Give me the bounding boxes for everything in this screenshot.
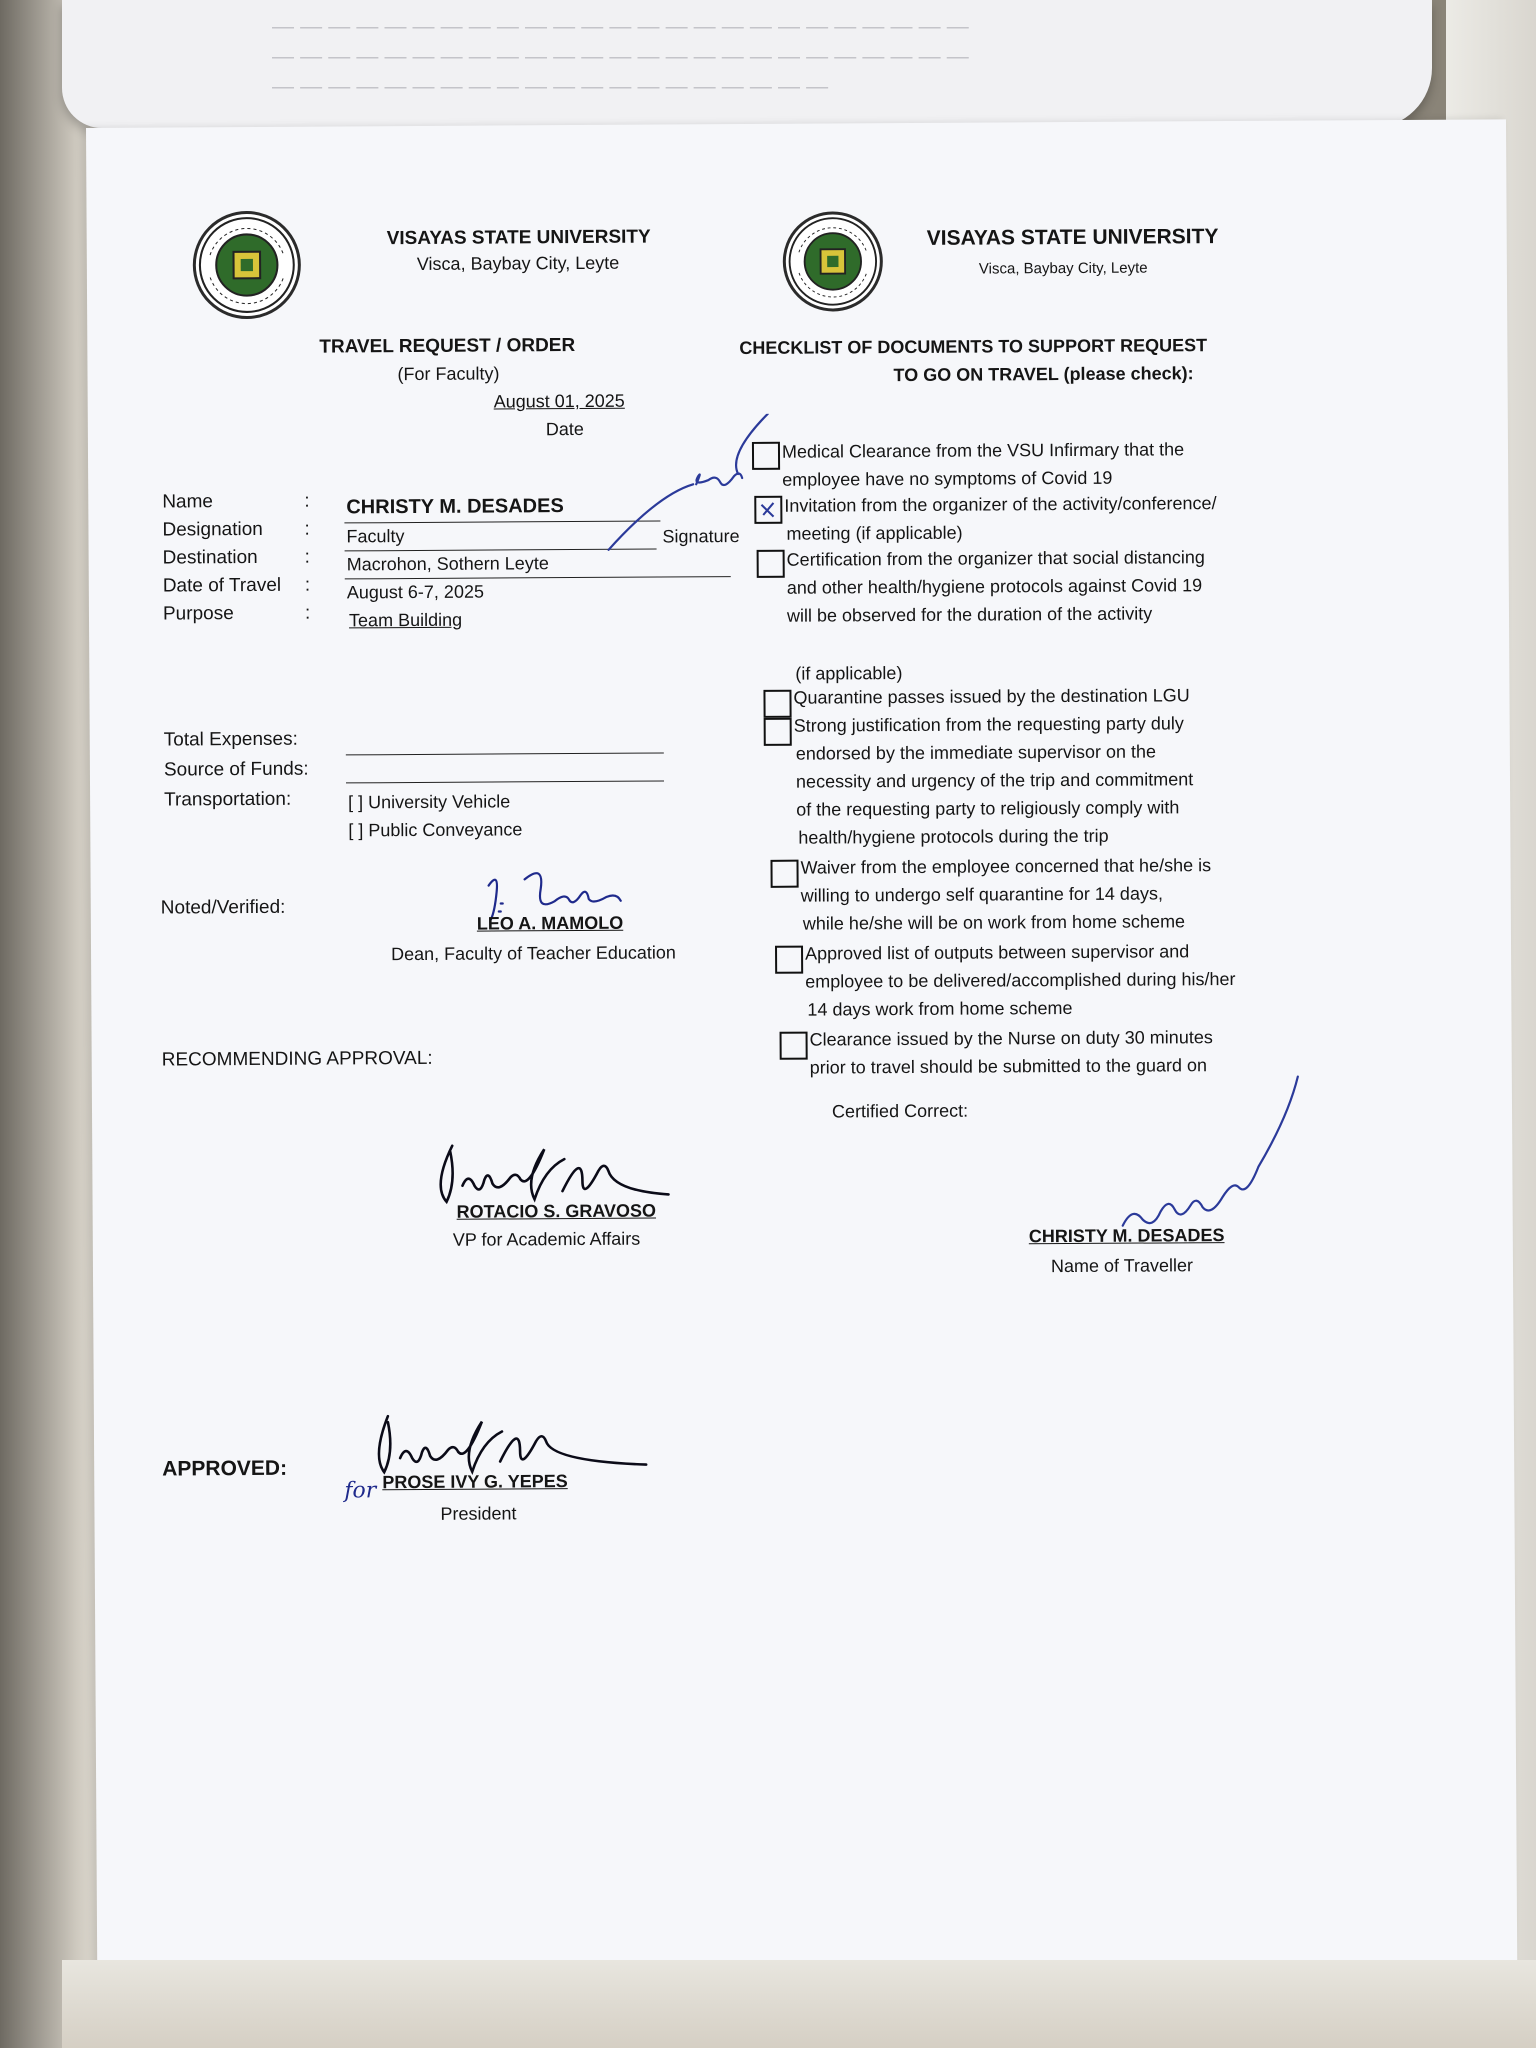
request-date-value: August 01, 2025 [493, 390, 625, 412]
checkbox-nurse-clearance[interactable] [780, 1032, 808, 1060]
checkbox-medical-clearance[interactable] [752, 442, 780, 470]
value-designation: Faculty [346, 526, 405, 547]
form-subtitle: (For Faculty) [397, 363, 500, 385]
checklist-text: employee to be delivered/accomplished during his/her [805, 968, 1236, 992]
colon: : [304, 518, 310, 540]
label-name: Name [162, 491, 214, 513]
traveller-label: Name of Traveller [1050, 1255, 1194, 1277]
option-public-conveyance[interactable]: [ ] Public Conveyance [348, 819, 523, 841]
label-purpose: Purpose [162, 603, 234, 625]
certified-correct-label: Certified Correct: [831, 1100, 969, 1122]
value-date-of-travel: August 6-7, 2025 [346, 581, 485, 603]
checklist-text: 14 days work from home scheme [807, 997, 1073, 1020]
checklist-text: and other health/hygiene protocols against Covid 19 [786, 575, 1203, 598]
total-expenses-label: Total Expenses: [163, 728, 298, 751]
noted-verified-label: Noted/Verified: [160, 896, 286, 919]
colon: : [304, 490, 310, 512]
checklist-subtitle: TO GO ON TRAVEL (please check): [893, 363, 1194, 386]
checklist-title: CHECKLIST OF DOCUMENTS TO SUPPORT REQUEST [739, 335, 1208, 359]
university-seal-right-icon [783, 211, 884, 312]
president-name: PROSE IVY G. YEPES [382, 1471, 568, 1493]
checklist-text: Approved list of outputs between supervisor and [804, 941, 1190, 964]
value-purpose: Team Building [348, 609, 463, 631]
checklist-text: prior to travel should be submitted to the guard on [809, 1055, 1208, 1078]
checklist-text: employee have no symptoms of Covid 19 [782, 467, 1113, 490]
checkbox-quarantine-passes[interactable] [763, 690, 791, 718]
colon: : [304, 546, 310, 568]
transportation-label: Transportation: [164, 788, 292, 811]
traveller-name: CHRISTY M. DESADES [1028, 1225, 1225, 1247]
checkbox-invitation[interactable] [754, 496, 782, 524]
option-university-vehicle[interactable]: [ ] University Vehicle [348, 791, 511, 813]
label-designation: Designation [162, 518, 263, 541]
approved-label: APPROVED: [162, 1456, 288, 1481]
checkbox-strong-justification[interactable] [764, 718, 792, 746]
checklist-text: Medical Clearance from the VSU Infirmary that the [781, 439, 1185, 462]
checkbox-waiver[interactable] [770, 860, 798, 888]
source-of-funds-label: Source of Funds: [163, 758, 309, 781]
checkmark-icon [756, 498, 780, 522]
total-expenses-line [346, 752, 664, 755]
checkbox-approved-outputs[interactable] [775, 946, 803, 974]
value-name: CHRISTY M. DESADES [346, 495, 564, 519]
vp-name: ROTACIO S. GRAVOSO [456, 1200, 657, 1222]
previous-page-fold [62, 0, 1432, 128]
dean-title: Dean, Faculty of Teacher Education [390, 942, 676, 965]
checklist-text: (if applicable) [795, 663, 903, 684]
recommending-approval-label: RECOMMENDING APPROVAL: [161, 1047, 433, 1071]
checklist-text: of the requesting party to religiously comply with [796, 797, 1180, 820]
checklist-text: Strong justification from the requesting party duly [793, 713, 1184, 736]
travel-request-form [86, 119, 1518, 2048]
university-name-left: VISAYAS STATE UNIVERSITY [386, 226, 651, 250]
checklist-text: while he/she will be on work from home scheme [802, 911, 1186, 934]
president-for-prefix: for [344, 1478, 377, 1504]
checklist-text: Waiver from the employee concerned that he/she is [800, 855, 1212, 878]
colon: : [304, 574, 311, 596]
value-destination: Macrohon, Sothern Leyte [346, 553, 549, 575]
desk-background-bottom [62, 1960, 1536, 2048]
checklist-text: Invitation from the organizer of the activity/conference/ [784, 493, 1217, 516]
checklist-text: endorsed by the immediate supervisor on the [795, 741, 1157, 764]
checklist-text: willing to undergo self quarantine for 14 days, [800, 883, 1163, 906]
label-date-of-travel: Date of Travel [162, 574, 282, 597]
checklist-text: health/hygiene protocols during the trip [798, 825, 1109, 848]
checklist-text: necessity and urgency of the trip and commitment [795, 769, 1194, 792]
destination-underline [345, 576, 731, 579]
signature-label: Signature [662, 526, 740, 547]
university-address-right: Visca, Baybay City, Leyte [978, 259, 1148, 278]
form-title: TRAVEL REQUEST / ORDER [319, 335, 576, 358]
checklist-text: will be observed for the duration of the activity [786, 603, 1153, 626]
colon: : [304, 602, 311, 624]
traveller-signature-icon [1092, 1074, 1333, 1235]
university-name-right: VISAYAS STATE UNIVERSITY [926, 225, 1219, 250]
bleed-through-text: — — — — — — — — — — — — — — — — — — — — — — — — — — — — — — — — — — — — — — — — — — — — — — — — — — — — — — — — — — — — — — — — — — — — — — [272, 17, 969, 102]
president-title: President [440, 1503, 517, 1524]
checkbox-certification[interactable] [757, 550, 785, 578]
dean-name: LEO A. MAMOLO [476, 912, 624, 934]
checklist-text: meeting (if applicable) [786, 522, 963, 544]
checklist-text: Clearance issued by the Nurse on duty 30 minutes [809, 1027, 1213, 1050]
checklist-text: Quarantine passes issued by the destination LGU [793, 685, 1190, 708]
request-date-label: Date [545, 418, 584, 440]
vp-title: VP for Academic Affairs [452, 1228, 641, 1250]
label-destination: Destination [162, 546, 258, 569]
applicant-signature-icon [598, 414, 779, 565]
checklist-text: Certification from the organizer that social distancing [786, 547, 1205, 570]
university-address-left: Visca, Baybay City, Leyte [416, 252, 620, 274]
source-of-funds-line [346, 780, 664, 783]
university-seal-left-icon [193, 211, 302, 320]
